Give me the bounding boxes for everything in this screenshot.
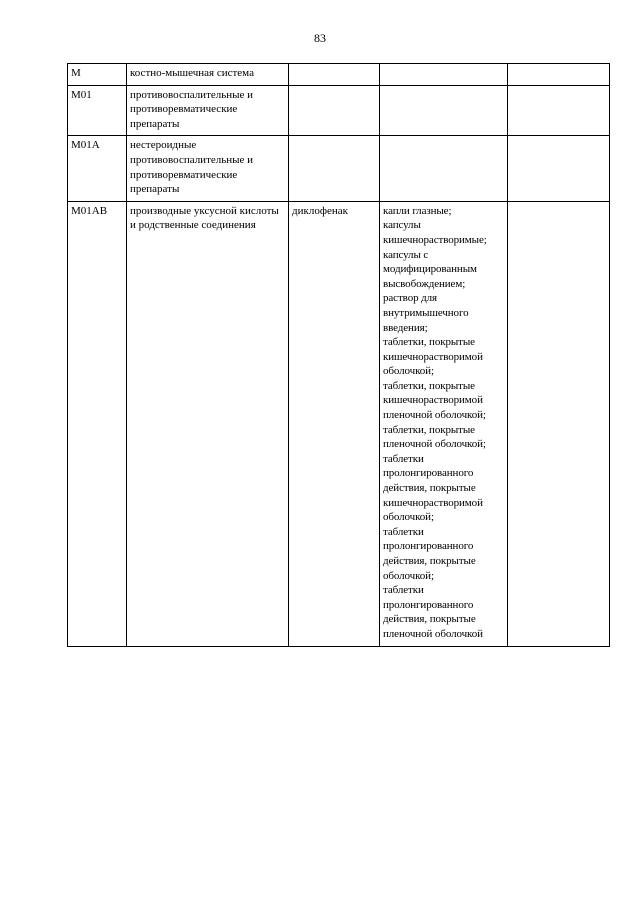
dosage-form-item: таблетки пролонгированного действия, покрытые пленочной оболочкой — [383, 584, 483, 640]
atc-code-cell: M01AB — [68, 201, 127, 646]
empty-cell — [508, 201, 610, 646]
anatomical-group-cell: нестероидные противовоспалительные и противоревматические препараты — [127, 136, 289, 201]
anatomical-group-cell: костно-мышечная система — [127, 64, 289, 86]
dosage-form-item: таблетки, покрытые пленочной оболочкой; — [383, 423, 486, 451]
dosage-form-item: капсулы кишечнорастворимые; — [383, 219, 487, 246]
empty-cell — [508, 85, 610, 136]
dosage-form-cell — [380, 201, 508, 646]
table-row — [68, 136, 610, 201]
atc-code-cell: M — [68, 64, 127, 86]
anatomical-group-cell: производные уксусной кислоты и родственные соединения — [127, 201, 289, 646]
dosage-form-item: таблетки, покрытые кишечнорастворимой пленочной оболочкой; — [383, 379, 486, 422]
dosage-form-cell — [380, 64, 508, 86]
table-row — [68, 201, 610, 646]
empty-cell — [508, 64, 610, 86]
dosage-form-item: таблетки пролонгированного действия, покрытые кишечнорастворимой оболочкой; — [383, 452, 483, 524]
drug-name-cell — [289, 64, 380, 86]
anatomical-group-cell: противовоспалительные и противоревматические препараты — [127, 85, 289, 136]
atc-drug-table — [67, 63, 610, 647]
drug-name-cell — [289, 136, 380, 201]
page-number: 83 — [314, 31, 326, 45]
dosage-form-item: капли глазные; — [383, 204, 452, 217]
dosage-form-item: таблетки пролонгированного действия, покрытые оболочкой; — [383, 525, 476, 582]
empty-cell — [508, 136, 610, 201]
dosage-form-cell — [380, 85, 508, 136]
table-row — [68, 85, 610, 136]
table-row — [68, 64, 610, 86]
atc-code-cell: M01A — [68, 136, 127, 201]
dosage-form-item: капсулы с модифицированным высвобождением; — [383, 248, 477, 290]
dosage-form-item: таблетки, покрытые кишечнорастворимой оболочкой; — [383, 336, 483, 378]
atc-code-cell: M01 — [68, 85, 127, 136]
dosage-form-item: раствор для внутримышечного введения; — [383, 292, 469, 334]
dosage-form-cell — [380, 136, 508, 201]
drug-name-cell: диклофенак — [289, 201, 380, 646]
drug-name-cell — [289, 85, 380, 136]
